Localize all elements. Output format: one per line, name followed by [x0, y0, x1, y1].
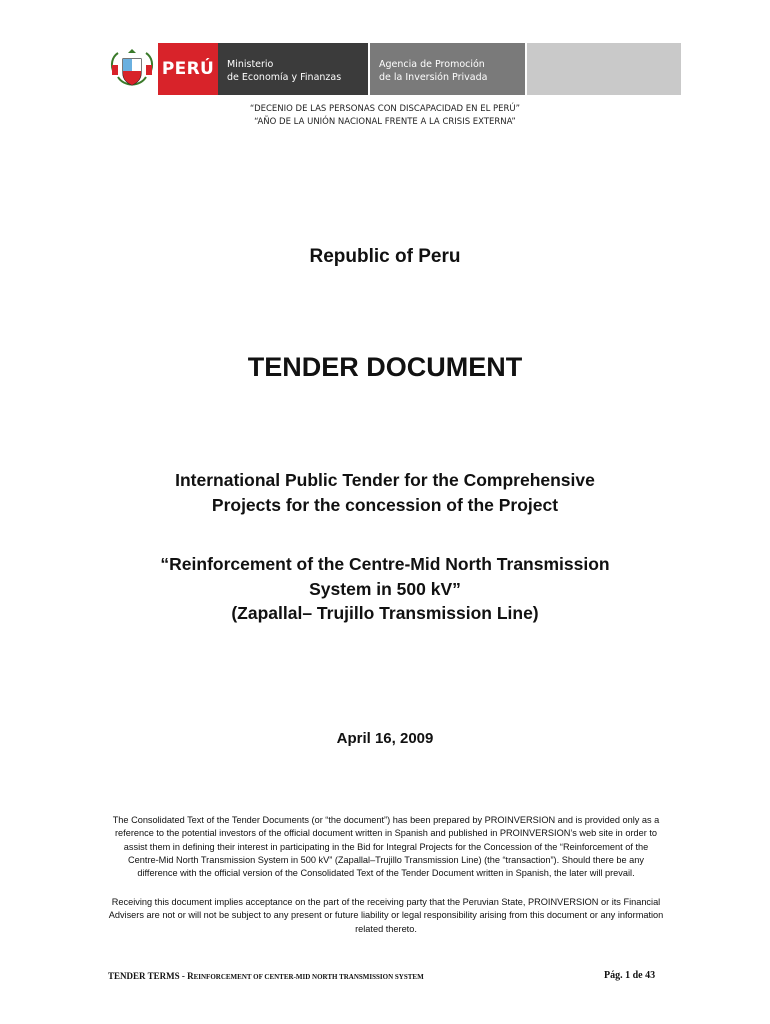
footer-title-main: TENDER TERMS [108, 971, 180, 981]
decree-line-1: “DECENIO DE LAS PERSONAS CON DISCAPACIDAD EN EL PERÚ” [249, 104, 521, 114]
decree-line-2: “AÑO DE LA UNIÓN NACIONAL FRENTE A LA CRISIS EXTERNA” [254, 117, 516, 127]
peru-label: PERÚ [158, 43, 218, 95]
agency-label [370, 43, 525, 95]
project-name-line2: System in 500 kV” [309, 578, 461, 599]
ministry-line2: de Economía y Finanzas [227, 72, 342, 83]
agency-line1: Agencia de Promoción [379, 59, 485, 70]
project-name-line3: (Zapallal– Trujillo Transmission Line) [231, 603, 539, 623]
ministry-line1: Ministerio [227, 59, 274, 70]
disclaimer-paragraph-1: The Consolidated Text of the Tender Documents (or “the document”) has been prepared by PROINVERSION and is provided only as a reference to the potential investors of the official document written in Spanish and published in PROINVERSION’s web site in order to assist them in defining their interest in participating in the Bid for Integral Projects for the Concession of the “Reinforcement of the Centre-Mid North Transmission System in 500 kV” (Zapallal–Trujillo Transmission Line) (the “transaction”). Should there be any difference with the official version of the Consolidated Text of the Tender Document written in Spanish, the later will prevail. [112, 815, 660, 879]
ministry-label [218, 43, 368, 95]
republic-heading: Republic of Peru [309, 246, 461, 267]
banner-blank-panel [527, 43, 681, 95]
header-banner [106, 43, 681, 95]
tender-subtitle-line2: Projects for the concession of the Project [211, 495, 559, 515]
page-number: Pág. 1 de 43 [604, 970, 656, 981]
footer-title-sep: - R [179, 971, 194, 981]
disclaimer-paragraph-2: Receiving this document implies acceptance on the part of the receiving party that the Peruvian State, PROINVERSION or its Financial Advisers are not or will not be subject to any present or future liability or legal responsibility arising from this document or any information related thereto. [108, 897, 664, 934]
peru-coat-of-arms-logo [106, 43, 158, 95]
project-name-line1: “Reinforcement of the Centre-Mid North Transmission [160, 554, 610, 574]
footer-title [108, 971, 424, 981]
footer-title-small: EINFORCEMENT OF CENTER-MID NORTH TRANSMISSION SYSTEM [193, 973, 424, 981]
tender-subtitle [0, 468, 770, 518]
agency-line2: de la Inversión Privada [379, 72, 488, 83]
document-date: April 16, 2009 [336, 730, 434, 747]
project-name [0, 552, 770, 626]
document-title: TENDER DOCUMENT [247, 352, 523, 382]
tender-subtitle-line1: International Public Tender for the Comprehensive [175, 470, 595, 490]
